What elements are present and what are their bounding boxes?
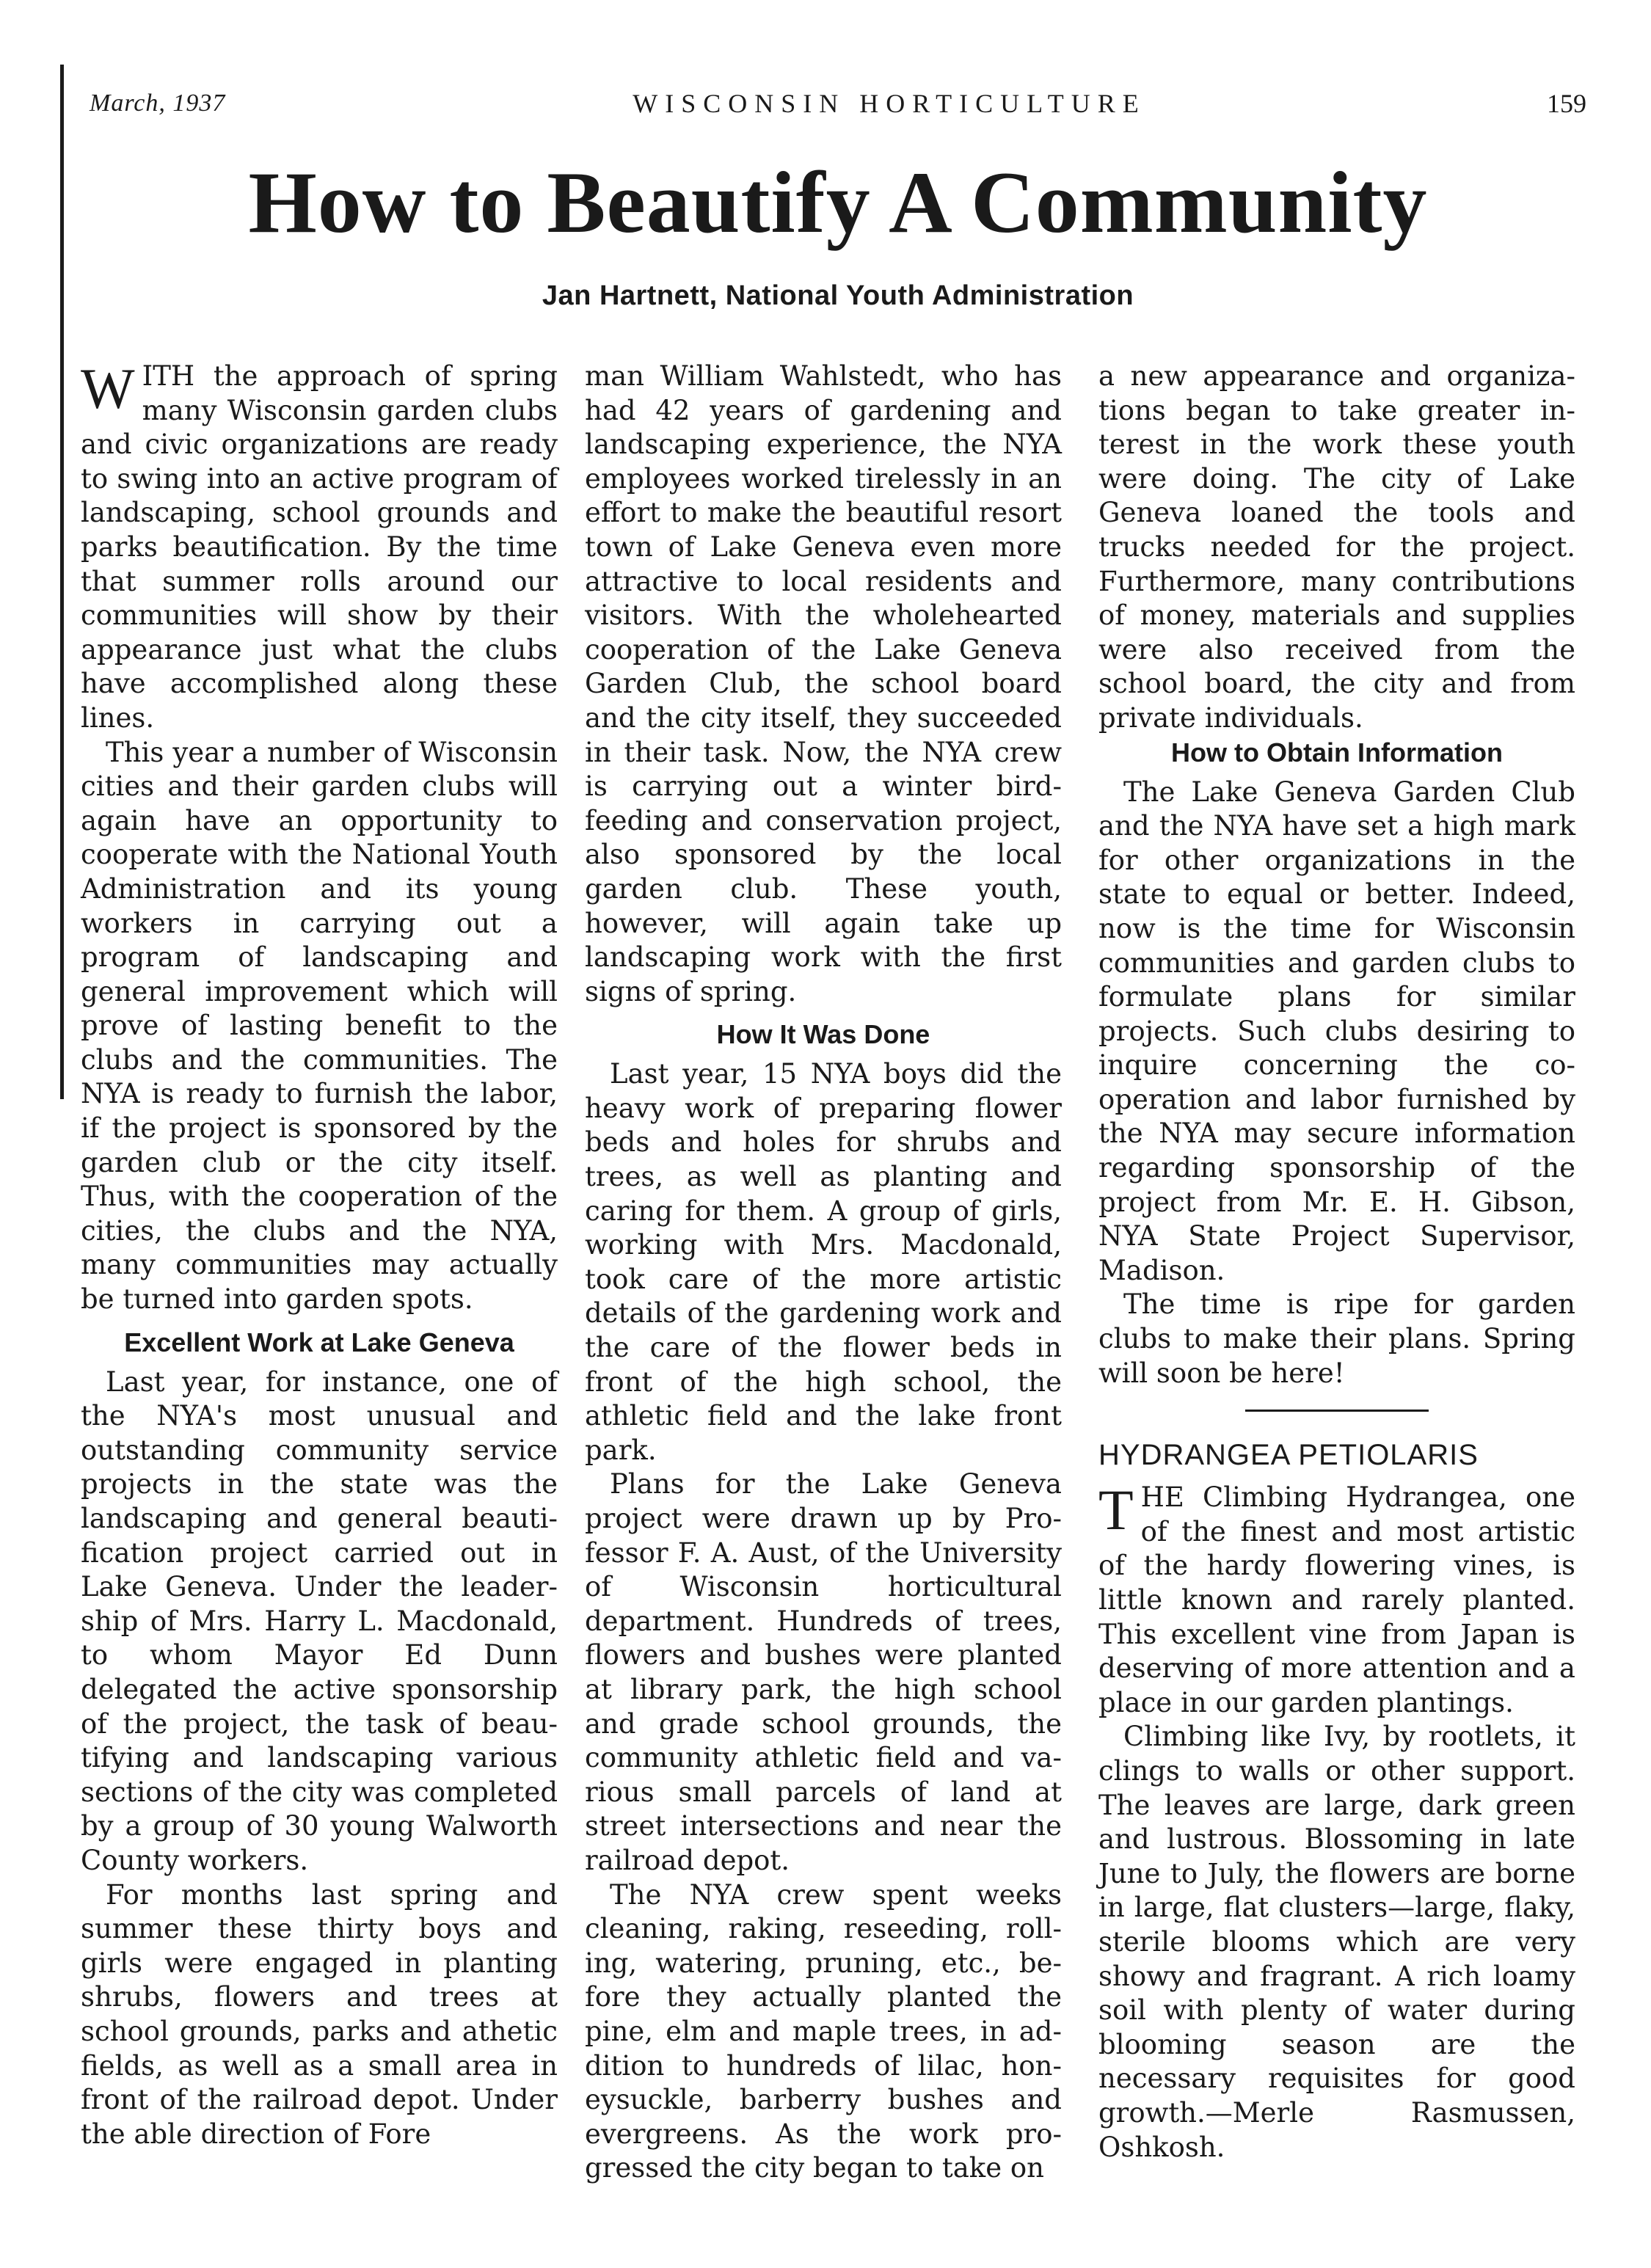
- drop-cap: W: [81, 357, 135, 420]
- section-divider: [1245, 1410, 1429, 1412]
- column-3: [1098, 360, 1575, 2165]
- article-title: How to Beautify A Community: [248, 153, 1428, 251]
- paragraph: The Lake Geneva Garden Club and the NYA have set a high mark for other organizations in the state to equal or better. Indeed, now is the time for Wisconsin communities and garden clubs to formulate plans for similar projects. Such clubs desiring to inquire concerning the cooperation and labor furnished by the NYA may secure information regarding sponsorship of the project from Mr. E. H. Gibson, NYA State Project Supervisor, Madison.: [1098, 776, 1575, 1286]
- sidebar-title: HYDRANGEA PETIOLARIS: [1098, 1439, 1479, 1472]
- paragraph: Last year, 15 NYA boys did the heavy work of preparing flower beds and holes for shrubs and trees, as well as planting and caring for them. A group of girls, working with Mrs. Macdonald, took care of the more artistic details of the gardening work and the care of the flower beds in front of the high school, the athletic field and the lake front park.: [585, 1058, 1062, 1466]
- column-2: [585, 360, 1062, 2186]
- subhead-obtain-information: How to Obtain Information: [1171, 737, 1503, 767]
- binding-rule: [60, 65, 64, 1099]
- sidebar-paragraph-intro: THE Climbing Hydrangea, one of the finest and most artistic of the hardy flowering vines, is little known and rarely planted. This excellent vine from Japan is deserving of more attention and a place in our garden plantings.: [1098, 1478, 1575, 1718]
- paragraph: The NYA crew spent weeks cleaning, raking, reseeding, rolling, watering, pruning, etc., before they actually planted the pine, elm and maple trees, in addition to hundreds of lilac, honeysuckle, barberry bushes and evergreens. As the work progressed the city began to take on: [585, 1878, 1062, 2184]
- sidebar-paragraph: Climbing like Ivy, by rootlets, it clings to walls or other support. The leaves are large, dark green and lustrous. Blossoming in late June to July, the flowers are borne in large, flat clusters—large, flaky, sterile blooms which are very showy and fragrant. A rich loamy soil with plenty of water during blooming season are the necessary requisites for good growth.—Merle Rasmussen, Oshkosh.: [1098, 1721, 1575, 2163]
- paragraph: Plans for the Lake Geneva project were drawn up by Professor F. A. Aust, of the University of Wisconsin horticultural department. Hundreds of trees, flowers and bushes were planted at library park, the high school and grade school grounds, the community athletic field and various small parcels of land at street intersections and near the railroad depot.: [585, 1468, 1062, 1876]
- sidebar-drop-cap: T: [1098, 1478, 1134, 1542]
- subhead-lake-geneva: Excellent Work at Lake Geneva: [124, 1327, 514, 1357]
- paragraph: This year a number of Wisconsin cities and their garden clubs will again have an opportunity to cooperate with the National Youth Administration and its young workers in carrying out a program of landscaping and general improvement which will prove of lasting benefit to the clubs and the communities. The NYA is ready to furnish the labor, if the project is sponsored by the garden club or the city itself. Thus, with the cooperation of the cities, the clubs and the NYA, many communities may actually be turned into garden spots.: [81, 736, 558, 1316]
- column-1: [81, 357, 558, 2151]
- page-number: 159: [1547, 89, 1586, 118]
- paragraph-intro: WITH the approach of spring many Wisconsin garden clubs and civic organizations are ready to swing into an active program of landscaping, school grounds and parks beautification. By the time that summer rolls around our communities will show by their appearance just what the clubs have accomplished along these lines.: [81, 357, 558, 734]
- magazine-title: WISCONSIN HORTICULTURE: [633, 89, 1146, 118]
- paragraph: For months last spring and summer these thirty boys and girls were engaged in planting shrubs, flowers and trees at school grounds, parks and athetic fields, as well as a small area in front of the railroad depot. Under the able direction of Fore: [81, 1878, 558, 2150]
- running-head: [90, 90, 1586, 134]
- paragraph-continued: a new appearance and organizations began to take greater interest in the work these youth were doing. The city of Lake Geneva loaned the tools and trucks needed for the project. Furthermore, many contributions of money, materials and supplies were also received from the school board, the city and from private individuals.: [1098, 360, 1575, 734]
- paragraph: The time is ripe for garden clubs to make their plans. Spring will soon be here!: [1098, 1288, 1575, 1389]
- paragraph: Last year, for instance, one of the NYA's most unusual and outstanding community service projects in the state was the landscaping and general beautification project carried out in Lake Geneva. Under the leadership of Mrs. Harry L. Macdonald, to whom Mayor Ed Dunn delegated the active sponsorship of the project, the task of beautifying and landscaping various sections of the city was completed by a group of 30 young Walworth County workers.: [81, 1365, 558, 1876]
- subhead-how-it-was-done: How It Was Done: [716, 1019, 930, 1050]
- issue-date: March, 1937: [90, 90, 226, 117]
- article-byline: Jan Hartnett, National Youth Administration: [542, 280, 1134, 311]
- paragraph-continued: man William Wahlstedt, who has had 42 years of gardening and landscaping experience, the NYA employees worked tirelessly in an effort to make the beautiful resort town of Lake Geneva even more attractive to local residents and visitors. With the wholehearted cooperation of the Lake Geneva Garden Club, the school board and the city itself, they succeeded in their task. Now, the NYA crew is carrying out a winter bird-feeding and conservation project, also sponsored by the local garden club. These youth, however, will again take up landscaping work with the first signs of spring.: [585, 360, 1062, 1007]
